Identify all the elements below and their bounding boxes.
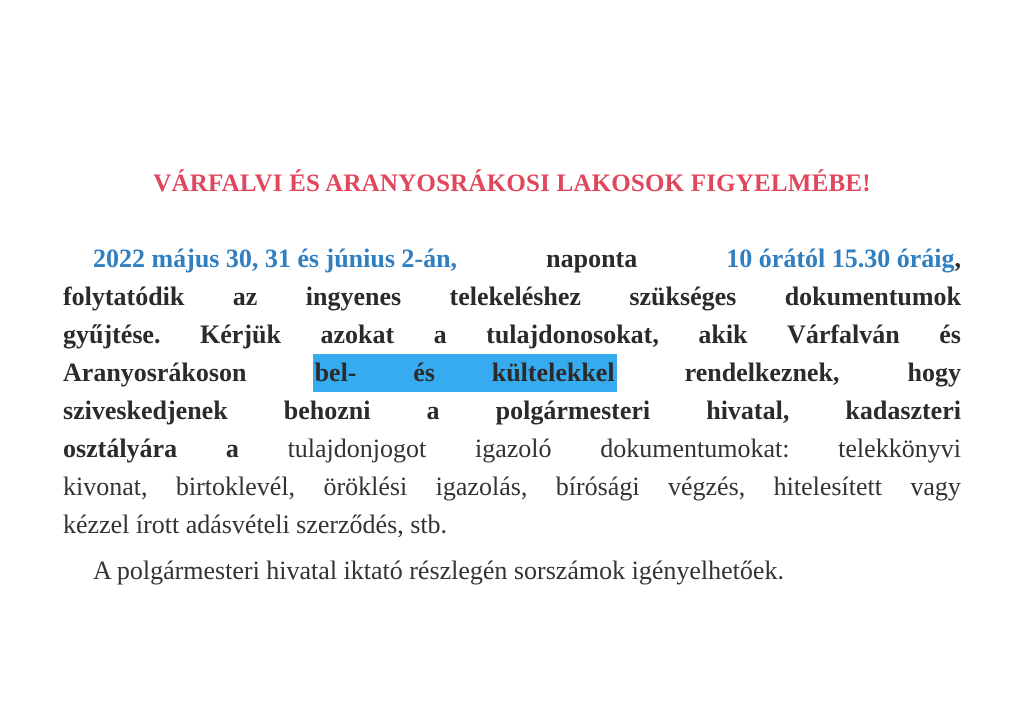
paragraph-line-7 bbox=[63, 468, 961, 506]
dates-text: 2022 május 30, 31 és június 2-án, bbox=[93, 244, 458, 273]
highlighted-text bbox=[313, 354, 617, 392]
word: folytatódik bbox=[63, 282, 185, 311]
notice-paragraph bbox=[63, 240, 961, 544]
word: és bbox=[939, 320, 961, 349]
word: a bbox=[225, 434, 239, 463]
word: öröklési bbox=[323, 472, 408, 501]
word: rendelkeznek, bbox=[684, 358, 840, 387]
word: Várfalván bbox=[787, 320, 900, 349]
paragraph-line-1 bbox=[63, 240, 961, 278]
line1-comma: , bbox=[954, 244, 961, 273]
paragraph-line-6 bbox=[63, 430, 961, 468]
word: Kérjük bbox=[200, 320, 281, 349]
word: telekkönyvi bbox=[838, 434, 961, 463]
word: behozni bbox=[283, 396, 371, 425]
word: az bbox=[232, 282, 258, 311]
word: szükséges bbox=[629, 282, 737, 311]
word: dokumentumokat: bbox=[600, 434, 790, 463]
word: igazolás, bbox=[435, 472, 528, 501]
word: telekeléshez bbox=[449, 282, 581, 311]
naponta-text: naponta bbox=[546, 244, 638, 273]
word: kivonat, bbox=[63, 472, 148, 501]
word: kadaszteri bbox=[845, 396, 961, 425]
word: ingyenes bbox=[305, 282, 402, 311]
word: hivatal, bbox=[706, 396, 790, 425]
word: dokumentumok bbox=[784, 282, 961, 311]
paragraph-line-5 bbox=[63, 392, 961, 430]
paragraph-line-2 bbox=[63, 278, 961, 316]
word: gyűjtése. bbox=[63, 320, 161, 349]
word: a bbox=[433, 320, 447, 349]
word: hogy bbox=[907, 358, 961, 387]
word: a bbox=[426, 396, 440, 425]
word: és bbox=[413, 358, 435, 387]
word: hitelesített bbox=[773, 472, 882, 501]
paragraph-line-3 bbox=[63, 316, 961, 354]
word: azokat bbox=[320, 320, 395, 349]
word: akik bbox=[698, 320, 748, 349]
word: birtoklevél, bbox=[175, 472, 296, 501]
word: osztályára bbox=[63, 434, 178, 463]
word: bírósági bbox=[555, 472, 640, 501]
word: Aranyosrákoson bbox=[63, 358, 247, 387]
word: igazoló bbox=[474, 434, 552, 463]
paragraph-line-8 bbox=[63, 506, 961, 544]
word: bel- bbox=[314, 358, 357, 387]
word: polgármesteri bbox=[495, 396, 651, 425]
word: sziveskedjenek bbox=[63, 396, 228, 425]
time-text: 10 órától 15.30 óráig bbox=[726, 244, 955, 273]
notice-title: VÁRFALVI ÉS ARANYOSRÁKOSI LAKOSOK FIGYELMÉBE! bbox=[153, 170, 871, 197]
word: tulajdonosokat, bbox=[486, 320, 659, 349]
word: végzés, bbox=[667, 472, 746, 501]
word: tulajdonjogot bbox=[287, 434, 427, 463]
word: vagy bbox=[910, 472, 961, 501]
line-text: kézzel írott adásvételi szerződés, stb. bbox=[63, 510, 448, 539]
footer-note: A polgármesteri hivatal iktató részlegén sorszámok igényelhetőek. bbox=[93, 556, 784, 585]
word: kültelekkel bbox=[491, 358, 615, 387]
paragraph-line-4 bbox=[63, 354, 961, 392]
